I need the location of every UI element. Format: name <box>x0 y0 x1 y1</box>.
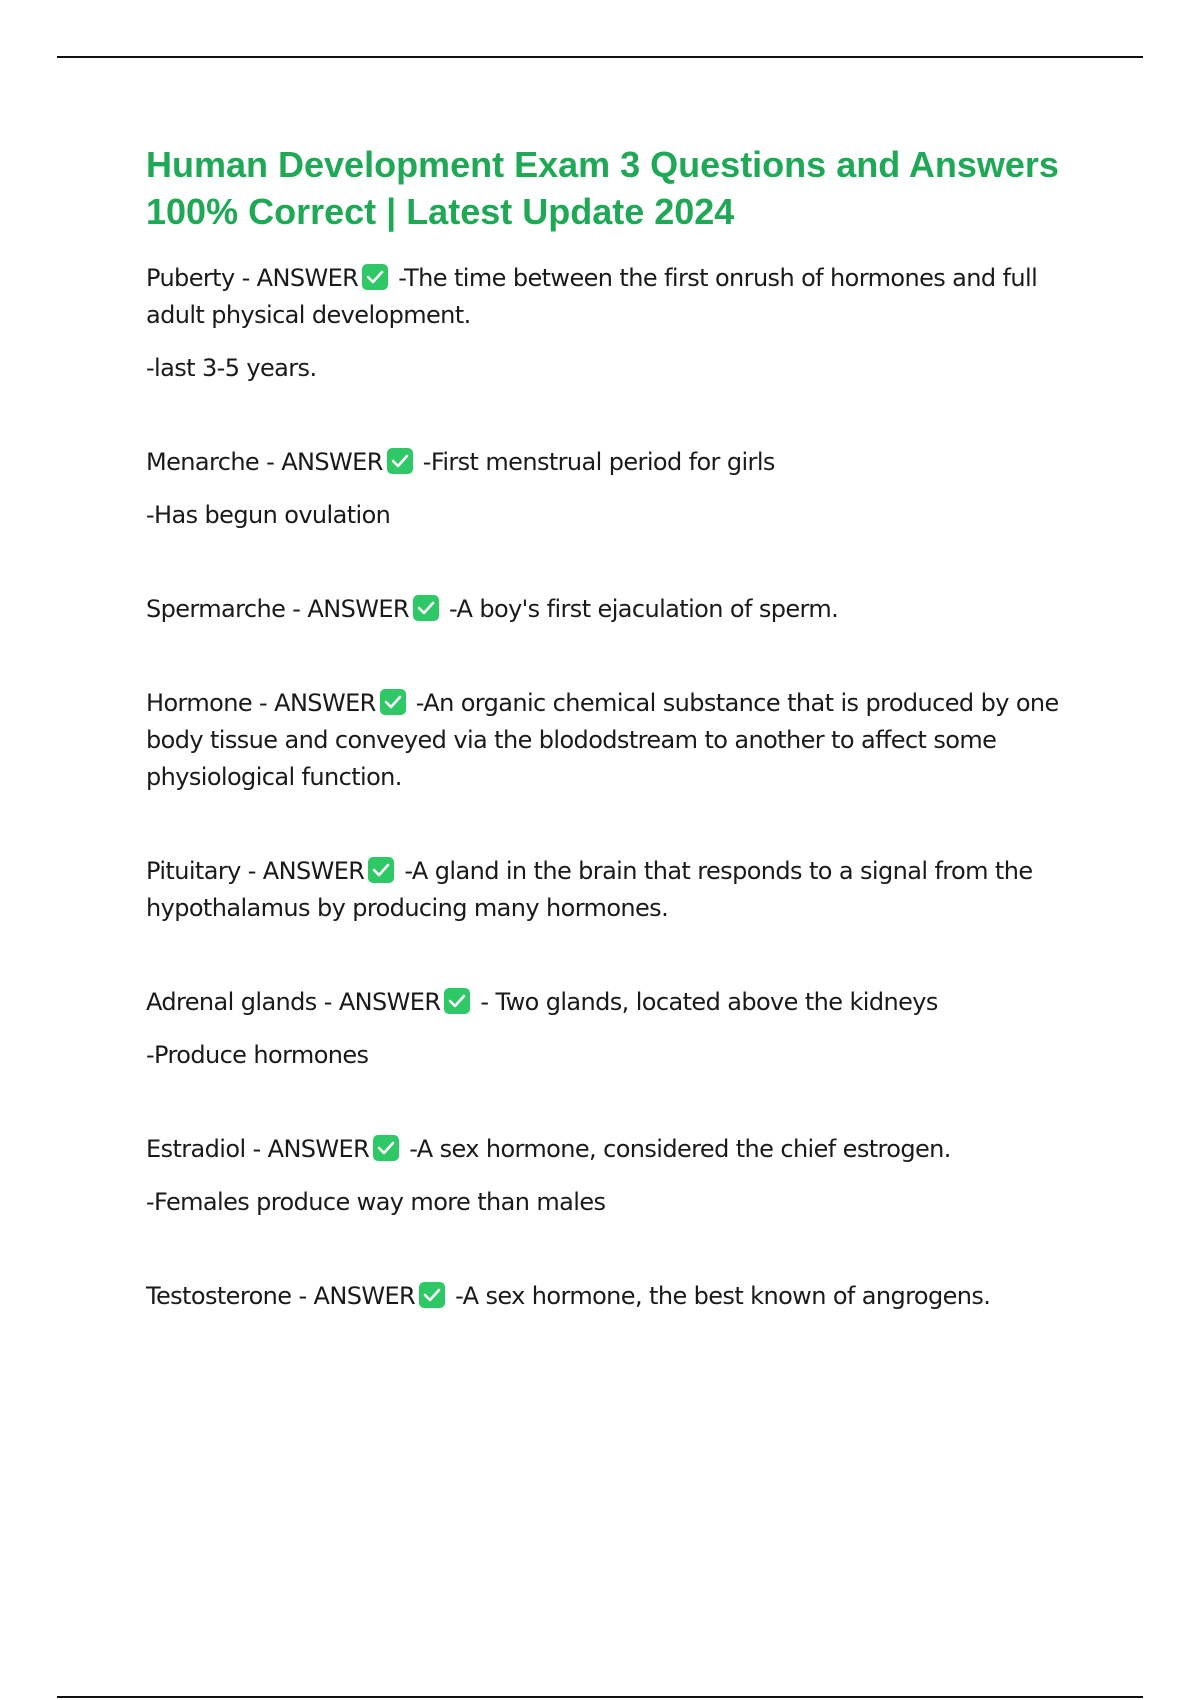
footer-rule <box>57 1696 1143 1698</box>
qa-answer <box>146 1278 1091 1315</box>
title-line-2: 100% Correct | Latest Update 2024 <box>146 191 735 232</box>
qa-answer <box>146 444 1091 481</box>
qa-definition: -First menstrual period for girls <box>422 448 775 476</box>
qa-term: Pituitary - ANSWER <box>146 857 365 885</box>
qa-definition: -A gland in the brain that responds to a signal from the hypothalamus by producing many hormones. <box>146 857 1033 922</box>
document-title <box>146 141 1091 235</box>
qa-term: Puberty - ANSWER <box>146 264 359 292</box>
qa-entry-hormone <box>146 685 1091 796</box>
qa-term: Adrenal glands - ANSWER <box>146 988 441 1016</box>
qa-entry-estradiol <box>146 1131 1091 1221</box>
qa-extra: -Has begun ovulation <box>146 501 391 529</box>
check-square-icon <box>362 264 388 290</box>
qa-definition: - Two glands, located above the kidneys <box>480 988 938 1016</box>
qa-answer <box>146 1131 1091 1168</box>
check-square-icon <box>413 595 439 621</box>
check-square-icon <box>387 448 413 474</box>
qa-answer <box>146 685 1091 796</box>
title-line-1: Human Development Exam 3 Questions and Answers <box>146 144 1059 185</box>
qa-answer <box>146 853 1091 927</box>
qa-entry-puberty <box>146 260 1091 387</box>
qa-entry-testosterone <box>146 1278 1091 1315</box>
qa-entry-pituitary <box>146 853 1091 927</box>
qa-entry-menarche <box>146 444 1091 534</box>
qa-term: Hormone - ANSWER <box>146 689 376 717</box>
qa-definition: -The time between the first onrush of hormones and full adult physical development. <box>146 264 1038 329</box>
qa-entry-spermarche <box>146 591 1091 628</box>
qa-definition: -A boy's first ejaculation of sperm. <box>448 595 839 623</box>
qa-answer <box>146 984 1091 1021</box>
check-square-icon <box>380 689 406 715</box>
qa-extra: -Produce hormones <box>146 1041 369 1069</box>
check-square-icon <box>368 857 394 883</box>
qa-definition: -An organic chemical substance that is produced by one body tissue and conveyed via the blododstream to another to affect some physiological function. <box>146 689 1059 791</box>
header-rule <box>57 56 1143 58</box>
document-body <box>146 141 1091 1315</box>
qa-extra: -last 3-5 years. <box>146 354 317 382</box>
qa-answer <box>146 591 1091 628</box>
qa-definition: -A sex hormone, the best known of angrogens. <box>455 1282 991 1310</box>
qa-definition: -A sex hormone, considered the chief estrogen. <box>409 1135 951 1163</box>
check-square-icon <box>444 988 470 1014</box>
qa-term: Spermarche - ANSWER <box>146 595 409 623</box>
qa-answer <box>146 260 1091 334</box>
qa-term: Menarche - ANSWER <box>146 448 383 476</box>
check-square-icon <box>373 1135 399 1161</box>
qa-extra: -Females produce way more than males <box>146 1188 606 1216</box>
qa-entry-adrenal-glands <box>146 984 1091 1074</box>
check-square-icon <box>419 1282 445 1308</box>
qa-term: Testosterone - ANSWER <box>146 1282 416 1310</box>
qa-term: Estradiol - ANSWER <box>146 1135 370 1163</box>
